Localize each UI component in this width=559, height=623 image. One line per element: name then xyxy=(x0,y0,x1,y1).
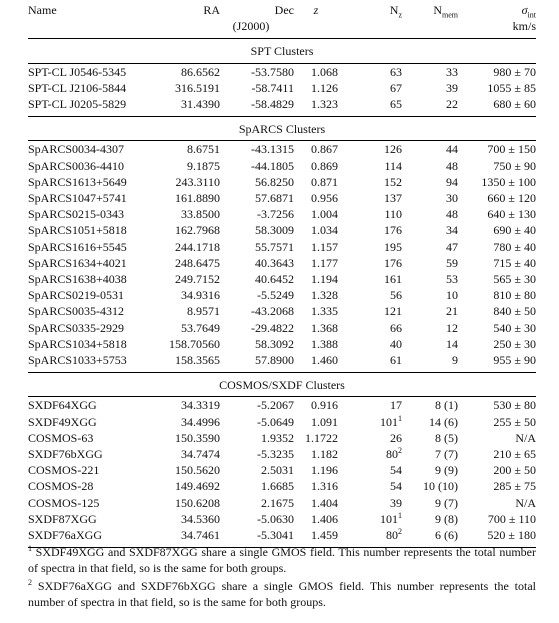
cell-nz xyxy=(338,239,402,255)
cell-z: 1.328 xyxy=(311,288,338,303)
cell-dec: -5.0649 xyxy=(257,414,294,429)
cell-sigma: 1350 ± 100 xyxy=(481,174,536,189)
table-row xyxy=(28,352,536,368)
cell-nz xyxy=(338,430,402,446)
cell-sigma: 680 ± 60 xyxy=(493,97,536,112)
cell-name: SpARCS0219-0531 xyxy=(28,288,125,303)
cell-nz xyxy=(338,206,402,222)
cell-nz xyxy=(338,336,402,352)
section-title: SpARCS Clusters xyxy=(238,122,326,137)
cell-nz xyxy=(338,462,402,478)
cell-sigma: 780 ± 40 xyxy=(493,239,536,254)
cell-dec: -58.7411 xyxy=(251,80,294,95)
cell-sigma: 660 ± 120 xyxy=(487,191,536,206)
nz-header-sub: z xyxy=(398,10,402,20)
cell-dec: 40.6452 xyxy=(255,272,294,287)
cell-name: SpARCS0335-2929 xyxy=(28,320,125,335)
cell-nz-value: 54 xyxy=(390,479,402,494)
cell-nz-value: 39 xyxy=(390,495,402,510)
cell-nz-value: 17 xyxy=(390,398,402,413)
cell-nmem: 22 xyxy=(446,97,458,112)
cell-sigma: 250 ± 30 xyxy=(493,336,536,351)
cell-dec: -3.7256 xyxy=(257,207,294,222)
cell-dec: 1.9352 xyxy=(261,430,294,445)
cell-name: SpARCS0215-0343 xyxy=(28,207,125,222)
cell-name: SXDF64XGG xyxy=(28,398,97,413)
cell-ra: 86.6562 xyxy=(181,64,220,79)
cell-nmem: 6 (6) xyxy=(435,528,458,543)
cell-name: COSMOS-125 xyxy=(28,495,100,510)
cell-z: 1.335 xyxy=(311,304,338,319)
cell-ra: 150.3590 xyxy=(175,430,220,445)
cell-nmem: 14 xyxy=(446,336,458,351)
footnote-2-mark: 2 xyxy=(28,578,32,587)
nz-header-main: N xyxy=(389,3,399,17)
cell-dec: -5.0630 xyxy=(257,511,294,526)
cell-dec: -53.7580 xyxy=(251,64,294,79)
cell-z: 1.091 xyxy=(311,414,338,429)
table-row xyxy=(28,397,536,414)
cell-nmem: 94 xyxy=(446,174,458,189)
cell-z: 1.004 xyxy=(311,207,338,222)
cell-nz xyxy=(338,320,402,336)
cell-dec: 2.1675 xyxy=(261,495,294,510)
cell-dec: -5.2067 xyxy=(257,398,294,413)
cell-nmem: 59 xyxy=(446,255,458,270)
cell-sigma: 700 ± 110 xyxy=(487,511,536,526)
cell-nz-value: 110 xyxy=(384,207,402,222)
table-row xyxy=(28,462,536,478)
cell-nmem: 48 xyxy=(446,207,458,222)
cell-name: COSMOS-221 xyxy=(28,463,100,478)
cell-name: SpARCS1613+5649 xyxy=(28,174,127,189)
table-row xyxy=(28,303,536,319)
table-row xyxy=(28,430,536,446)
cell-nz xyxy=(338,158,402,174)
section-header xyxy=(28,117,536,138)
cell-nz xyxy=(338,255,402,271)
cell-nz-value: 61 xyxy=(390,353,402,368)
footnote-ref: 2 xyxy=(398,527,402,537)
cell-name: SpARCS1616+5545 xyxy=(28,239,127,254)
table-row xyxy=(28,239,536,255)
cell-nz xyxy=(338,287,402,303)
cell-nz xyxy=(338,271,402,287)
col-sigma-header xyxy=(458,2,536,18)
section-title: COSMOS/SXDF Clusters xyxy=(219,378,345,393)
cell-ra: 34.4996 xyxy=(181,414,220,429)
cell-dec: 58.3009 xyxy=(255,223,294,238)
cell-sigma: 980 ± 70 xyxy=(493,64,536,79)
footnote-1-text: SXDF49XGG and SXDF87XGG share a single GMOS field. This number represents the total number of spectra in that field, so is the same for both groups. xyxy=(28,545,537,575)
cell-sigma: 750 ± 90 xyxy=(493,158,536,173)
table-row xyxy=(28,80,536,96)
cell-name: SXDF49XGG xyxy=(28,414,97,429)
cell-name: SXDF76aXGG xyxy=(28,528,103,543)
col-nz-header xyxy=(338,2,402,18)
cell-nz-value: 63 xyxy=(390,64,402,79)
cell-nmem: 8 (5) xyxy=(435,430,458,445)
cell-z: 1.406 xyxy=(311,511,338,526)
cell-nz xyxy=(338,478,402,494)
table-row xyxy=(28,511,536,527)
footnote-ref: 1 xyxy=(398,510,402,520)
footnote-1-mark: 1 xyxy=(28,544,32,553)
col-ra-header: RA xyxy=(203,3,220,17)
cell-sigma: 955 ± 90 xyxy=(493,353,536,368)
cell-nz-value: 65 xyxy=(390,97,402,112)
cell-ra: 162.7968 xyxy=(175,223,220,238)
col-dec-header: Dec xyxy=(274,3,294,17)
cell-ra: 34.9316 xyxy=(181,288,220,303)
cell-dec: -58.4829 xyxy=(251,97,294,112)
cell-dec: 40.3643 xyxy=(255,255,294,270)
nmem-header-sub: mem xyxy=(442,10,458,20)
cell-ra: 34.5360 xyxy=(181,511,220,526)
cell-dec: 58.3092 xyxy=(255,336,294,351)
cell-ra: 248.6475 xyxy=(175,255,220,270)
cell-nmem: 7 (7) xyxy=(435,447,458,462)
cell-ra: 8.9571 xyxy=(187,304,220,319)
cell-nz xyxy=(338,174,402,190)
cell-ra: 149.4692 xyxy=(175,479,220,494)
footnotes xyxy=(28,544,536,612)
cell-sigma: 810 ± 80 xyxy=(493,288,536,303)
cell-dec: -43.1315 xyxy=(251,142,294,157)
cell-z: 1.177 xyxy=(311,255,338,270)
cell-z: 0.867 xyxy=(311,142,338,157)
cell-nz xyxy=(338,63,402,80)
cell-nmem: 10 xyxy=(446,288,458,303)
cell-z: 1.182 xyxy=(311,447,338,462)
table-row xyxy=(28,255,536,271)
table-row xyxy=(28,174,536,190)
cell-sigma: 565 ± 30 xyxy=(493,272,536,287)
sigma-header-sub: int xyxy=(527,10,536,20)
cell-ra: 316.5191 xyxy=(175,80,220,95)
table-row xyxy=(28,320,536,336)
cell-z: 1.068 xyxy=(311,64,338,79)
cell-nz xyxy=(338,141,402,158)
cell-dec: 57.8900 xyxy=(255,353,294,368)
cell-z: 1.034 xyxy=(311,223,338,238)
cell-nz-value: 66 xyxy=(390,320,402,335)
cell-dec: -5.5249 xyxy=(257,288,294,303)
nmem-header-main: N xyxy=(433,3,442,17)
cell-ra: 158.70560 xyxy=(169,336,220,351)
cell-ra: 158.3565 xyxy=(175,353,220,368)
cell-nz-value: 121 xyxy=(384,304,402,319)
cell-nz-value: 152 xyxy=(384,174,402,189)
cell-nmem: 53 xyxy=(446,272,458,287)
cell-sigma: 690 ± 40 xyxy=(493,223,536,238)
cell-nz xyxy=(338,397,402,414)
table-body xyxy=(28,39,536,548)
cell-z: 1.459 xyxy=(311,528,338,543)
cell-ra: 34.3319 xyxy=(181,398,220,413)
footnote-1 xyxy=(28,544,536,576)
cell-nz xyxy=(338,352,402,368)
table-row xyxy=(28,158,536,174)
cell-ra: 249.7152 xyxy=(175,272,220,287)
cell-nz-value: 101 xyxy=(380,511,398,526)
cell-sigma: 520 ± 180 xyxy=(487,528,536,543)
cell-name: SPT-CL J2106-5844 xyxy=(28,80,127,95)
cell-name: SpARCS0036-4410 xyxy=(28,158,125,173)
table-row xyxy=(28,190,536,206)
cell-z: 1.460 xyxy=(311,353,338,368)
cell-z: 1.1722 xyxy=(305,430,338,445)
cell-sigma: 840 ± 50 xyxy=(493,304,536,319)
cell-nz xyxy=(338,527,402,543)
cell-sigma: 700 ± 150 xyxy=(487,142,536,157)
cell-z: 0.956 xyxy=(311,191,338,206)
cell-sigma: 715 ± 40 xyxy=(493,255,536,270)
col-nmem-header xyxy=(402,2,458,18)
cell-ra: 244.1718 xyxy=(175,239,220,254)
cell-ra: 9.1875 xyxy=(187,158,220,173)
cell-dec: -5.3041 xyxy=(257,528,294,543)
cell-nz-value: 67 xyxy=(390,80,402,95)
table-row xyxy=(28,336,536,352)
cell-sigma: 1055 ± 85 xyxy=(487,80,536,95)
cell-nmem: 21 xyxy=(446,304,458,319)
cell-name: SpARCS1634+4021 xyxy=(28,255,127,270)
cell-ra: 33.8500 xyxy=(181,207,220,222)
cell-z: 0.916 xyxy=(311,398,338,413)
table-row xyxy=(28,63,536,80)
cell-nmem: 9 xyxy=(452,353,458,368)
table-row xyxy=(28,96,536,112)
cell-dec: -5.3235 xyxy=(257,447,294,462)
cell-nz-value: 126 xyxy=(384,142,402,157)
cell-ra: 150.5620 xyxy=(175,463,220,478)
cell-nz-value: 54 xyxy=(390,463,402,478)
cell-name: SpARCS1033+5753 xyxy=(28,353,127,368)
cell-dec: 56.8250 xyxy=(255,174,294,189)
cell-sigma: 255 ± 50 xyxy=(493,414,536,429)
cell-nz-value: 161 xyxy=(384,272,402,287)
cell-sigma: 530 ± 80 xyxy=(493,398,536,413)
cell-z: 1.323 xyxy=(311,97,338,112)
table-row xyxy=(28,495,536,511)
table-row xyxy=(28,271,536,287)
table-row xyxy=(28,446,536,462)
footnote-2 xyxy=(28,578,536,610)
cell-name: SPT-CL J0546-5345 xyxy=(28,64,127,79)
cell-z: 1.196 xyxy=(311,463,338,478)
cell-name: SPT-CL J0205-5829 xyxy=(28,97,127,112)
sigma-unit-label: km/s xyxy=(512,19,536,34)
cell-nz-value: 137 xyxy=(384,191,402,206)
table-row xyxy=(28,287,536,303)
cell-nz-value: 114 xyxy=(384,158,402,173)
cell-name: SXDF76bXGG xyxy=(28,447,103,462)
cell-ra: 53.7649 xyxy=(181,320,220,335)
cell-nz xyxy=(338,80,402,96)
table-row xyxy=(28,141,536,158)
cell-sigma: 640 ± 130 xyxy=(487,207,536,222)
cell-ra: 243.3110 xyxy=(175,174,220,189)
cell-nmem: 44 xyxy=(446,142,458,157)
cell-z: 1.194 xyxy=(311,272,338,287)
cell-name: SpARCS0035-4312 xyxy=(28,304,125,319)
cell-dec: 55.7571 xyxy=(255,239,294,254)
cell-nmem: 47 xyxy=(446,239,458,254)
cell-nz-value: 80 xyxy=(386,528,398,543)
table-row xyxy=(28,527,536,543)
cell-dec: 57.6871 xyxy=(255,191,294,206)
cell-nz xyxy=(338,222,402,238)
cell-ra: 8.6751 xyxy=(187,142,220,157)
cell-nz-value: 56 xyxy=(390,288,402,303)
cell-nmem: 39 xyxy=(446,80,458,95)
cell-nz xyxy=(338,303,402,319)
cell-nz xyxy=(338,511,402,527)
cell-nmem: 8 (1) xyxy=(435,398,458,413)
cell-dec: 1.6685 xyxy=(261,479,294,494)
epoch-label: (J2000) xyxy=(232,19,270,34)
cell-sigma: 210 ± 65 xyxy=(493,447,536,462)
cell-z: 1.316 xyxy=(311,479,338,494)
header-row-2 xyxy=(28,18,536,34)
cell-name: COSMOS-28 xyxy=(28,479,94,494)
section-header xyxy=(28,39,536,60)
cell-nz-value: 176 xyxy=(384,255,402,270)
cell-nmem: 30 xyxy=(446,191,458,206)
cell-nmem: 9 (8) xyxy=(435,511,458,526)
cell-name: SpARCS1051+5818 xyxy=(28,223,127,238)
cell-ra: 161.8890 xyxy=(175,191,220,206)
cell-nz xyxy=(338,414,402,430)
cell-nmem: 34 xyxy=(446,223,458,238)
cell-nz-value: 26 xyxy=(390,430,402,445)
cell-ra: 34.7461 xyxy=(181,528,220,543)
cell-z: 1.157 xyxy=(311,239,338,254)
col-name-header: Name xyxy=(28,3,57,17)
cell-nz-value: 176 xyxy=(384,223,402,238)
cell-nz xyxy=(338,446,402,462)
cell-z: 1.126 xyxy=(311,80,338,95)
cell-nz-value: 80 xyxy=(386,447,398,462)
footnote-ref: 2 xyxy=(398,446,402,456)
cell-nz-value: 101 xyxy=(380,414,398,429)
cell-sigma: 540 ± 30 xyxy=(493,320,536,335)
footnote-2-text: SXDF76aXGG and SXDF76bXGG share a single GMOS field. This number represents the total number of spectra in that field, so is the same for both groups. xyxy=(28,579,537,609)
table-row xyxy=(28,414,536,430)
col-z-header: z xyxy=(313,3,319,17)
cell-z: 0.869 xyxy=(311,158,338,173)
cluster-table xyxy=(28,2,536,548)
section-title: SPT Clusters xyxy=(250,44,314,59)
cell-nz-value: 40 xyxy=(390,336,402,351)
cell-z: 1.388 xyxy=(311,336,338,351)
cell-dec: -44.1805 xyxy=(251,158,294,173)
cell-name: SpARCS0034-4307 xyxy=(28,142,125,157)
cell-nmem: 33 xyxy=(446,64,458,79)
cell-sigma: N/A xyxy=(515,430,536,445)
cell-nmem: 12 xyxy=(446,320,458,335)
cell-dec: 2.5031 xyxy=(261,463,294,478)
cell-sigma: 285 ± 75 xyxy=(493,479,536,494)
cell-sigma: N/A xyxy=(515,495,536,510)
cell-nmem: 14 (6) xyxy=(429,414,458,429)
table-row xyxy=(28,206,536,222)
cell-z: 1.368 xyxy=(311,320,338,335)
cell-z: 1.404 xyxy=(311,495,338,510)
section-header xyxy=(28,373,536,394)
cell-nz xyxy=(338,495,402,511)
cell-nmem: 9 (9) xyxy=(435,463,458,478)
cell-name: COSMOS-63 xyxy=(28,430,94,445)
cell-z: 0.871 xyxy=(311,174,338,189)
cell-nz xyxy=(338,96,402,112)
cell-nz-value: 195 xyxy=(384,239,402,254)
sigma-header-main: σ xyxy=(521,3,528,17)
cell-name: SpARCS1047+5741 xyxy=(28,191,127,206)
table-row xyxy=(28,222,536,238)
cell-sigma: 200 ± 50 xyxy=(493,463,536,478)
cell-nmem: 10 (10) xyxy=(423,479,458,494)
footnote-ref: 1 xyxy=(398,413,402,423)
cell-name: SXDF87XGG xyxy=(28,511,97,526)
cell-nmem: 48 xyxy=(446,158,458,173)
cell-nz xyxy=(338,190,402,206)
cell-nmem: 9 (7) xyxy=(435,495,458,510)
cell-dec: -43.2068 xyxy=(251,304,294,319)
cell-name: SpARCS1638+4038 xyxy=(28,272,127,287)
cell-ra: 150.6208 xyxy=(175,495,220,510)
header-row xyxy=(28,2,536,18)
table-row xyxy=(28,478,536,494)
cell-ra: 34.7474 xyxy=(181,447,220,462)
cell-name: SpARCS1034+5818 xyxy=(28,336,127,351)
cell-dec: -29.4822 xyxy=(251,320,294,335)
cell-ra: 31.4390 xyxy=(181,97,220,112)
